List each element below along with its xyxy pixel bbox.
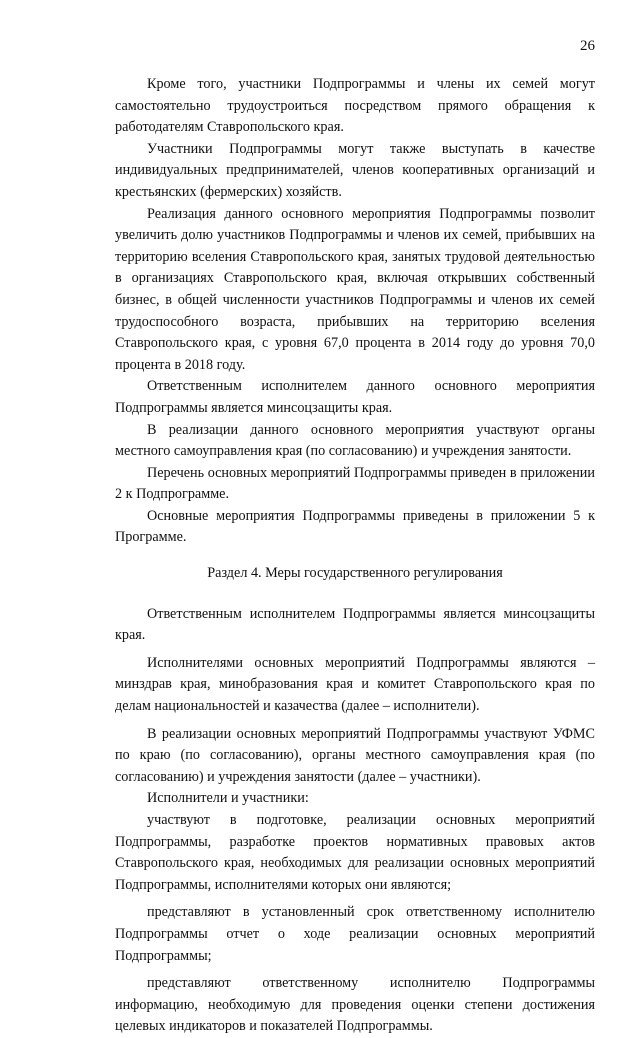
paragraph: Ответственным исполнителем данного основного мероприятия Подпрограммы является минсоцзащиты края. bbox=[115, 378, 595, 416]
list-item: участвуют в подготовке, реализации основных мероприятий Подпрограммы, разработке проектов нормативных правовых актов Ставропольского края, необходимых для реализации основных мероприятий Подпрограммы, исполнителями которых они являются; bbox=[115, 812, 595, 893]
paragraph: Перечень основных мероприятий Подпрограммы приведен в приложении 2 к Подпрограмме. bbox=[115, 464, 595, 503]
paragraph: Исполнители и участники: bbox=[147, 790, 309, 807]
paragraph: Исполнителями основных мероприятий Подпрограммы являются – минздрав края, минобразования края и комитет Ставропольского края по делам национальностей и казачества (далее – исполнители). bbox=[115, 654, 595, 715]
list-item: представляют ответственному исполнителю Подпрограммы информацию, необходимую для проведения оценки степени достижения целевых индикаторов и показателей Подпрограммы. bbox=[115, 975, 595, 1035]
paragraph: Основные мероприятия Подпрограммы приведены в приложении 5 к Программе. bbox=[115, 507, 595, 546]
document-body bbox=[115, 74, 595, 1038]
page-number: 26 bbox=[580, 38, 595, 54]
paragraph: Ответственным исполнителем Подпрограммы является минсоцзащиты края. bbox=[115, 605, 595, 644]
paragraph: В реализации данного основного мероприятия участвуют органы местного самоуправления края (по согласованию) и учреждения занятости. bbox=[115, 421, 595, 460]
section-heading: Раздел 4. Меры государственного регулирования bbox=[207, 565, 503, 582]
list-item: представляют в установленный срок ответственному исполнителю Подпрограммы отчет о ходе реализации основных мероприятий Подпрограммы; bbox=[115, 904, 595, 964]
paragraph: Реализация данного основного мероприятия Подпрограммы позволит увеличить долю участников Подпрограммы и членов их семей, прибывших на территорию вселения Ставропольского края, занятых трудовой деятельностью в организациях Ставропольского края, включая открывших собственный бизнес, в общей численности участников Подпрограммы и членов их семей трудоспособного возраста, прибывших на территорию вселения Ставропольского края, с уровня 67,0 процента в 2014 году до уровня 70,0 процента в 2018 году. bbox=[115, 205, 595, 373]
paragraph: Участники Подпрограммы могут также выступать в качестве индивидуальных предпринимателей, членов кооперативных организаций и крестьянских (фермерских) хозяйств. bbox=[115, 140, 595, 200]
paragraph: В реализации основных мероприятий Подпрограммы участвуют УФМС по краю (по согласованию), органы местного самоуправления края (по согласованию) и учреждения занятости (далее – участники). bbox=[115, 725, 595, 785]
paragraph: Кроме того, участники Подпрограммы и члены их семей могут самостоятельно трудоустроиться посредством прямого обращения к работодателям Ставропольского края. bbox=[115, 76, 595, 136]
